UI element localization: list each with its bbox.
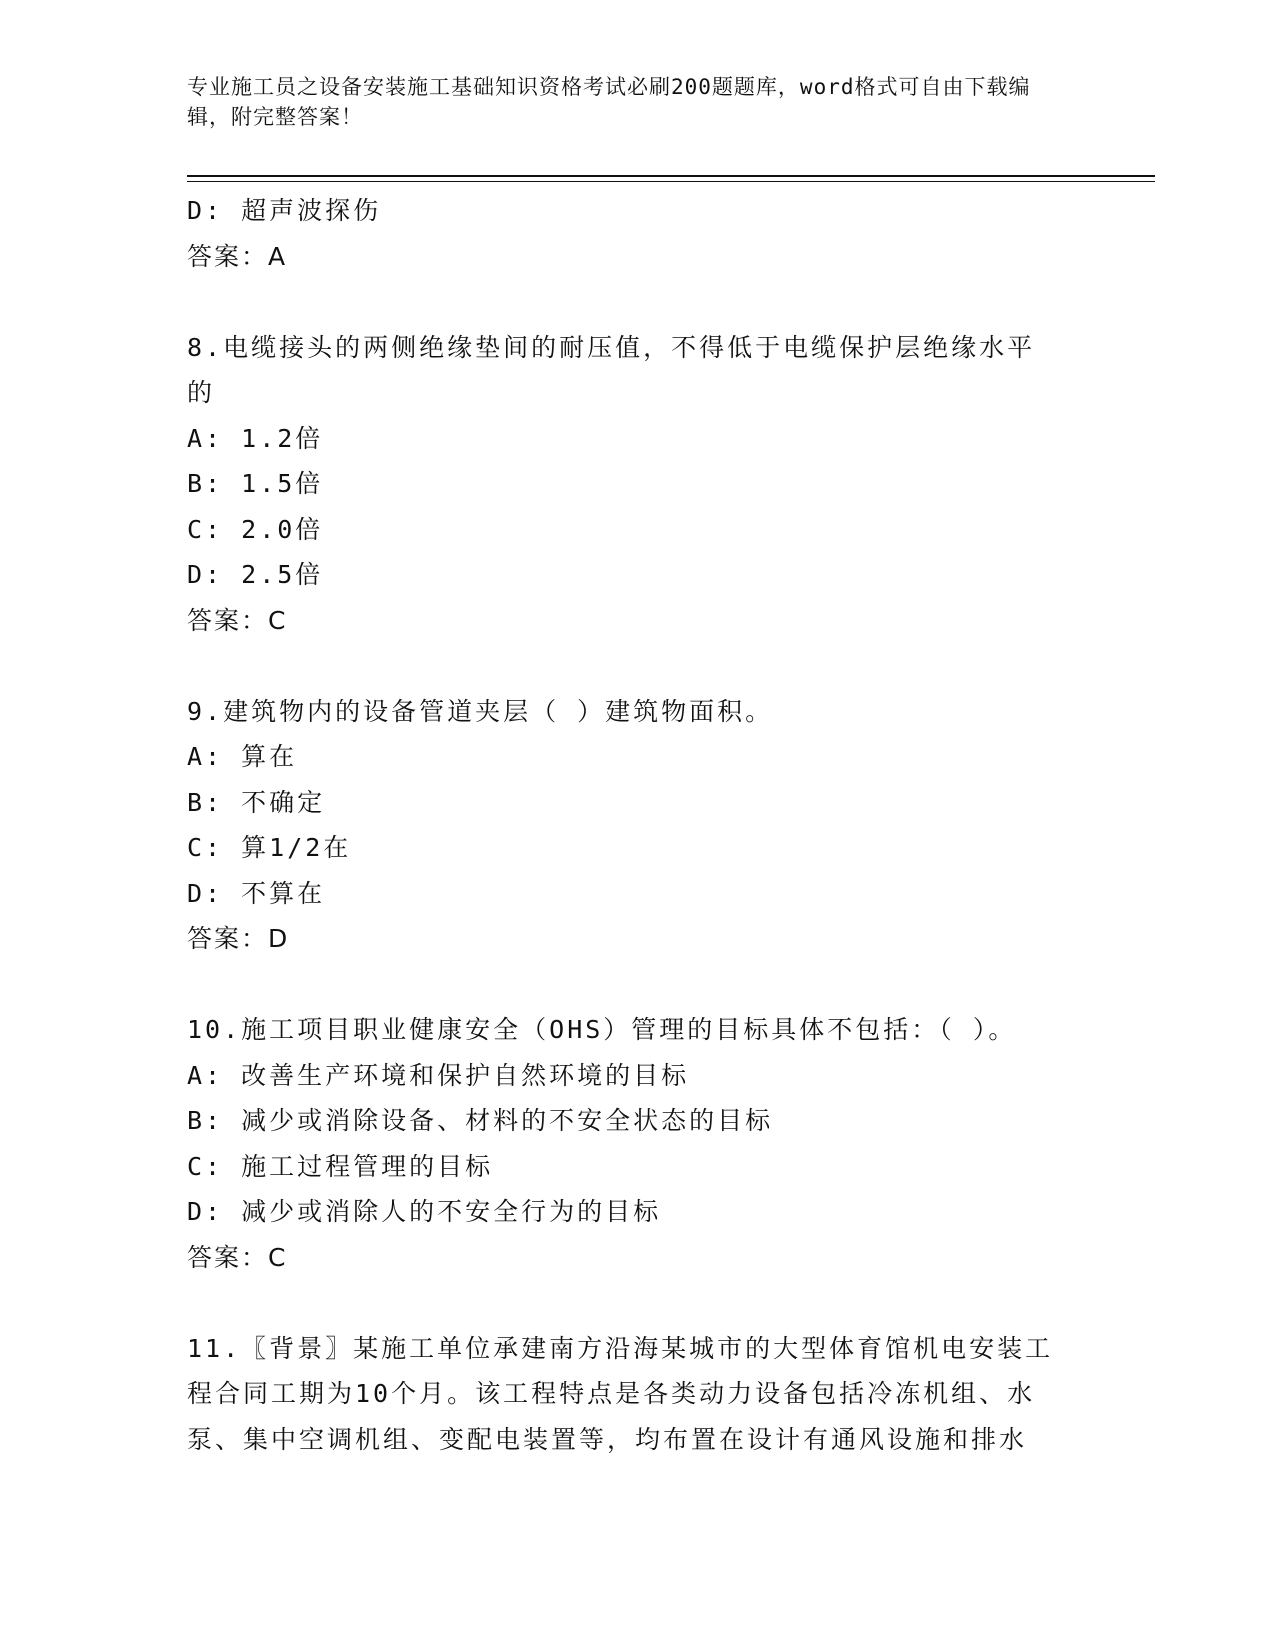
- question-stem: 8.电缆接头的两侧绝缘垫间的耐压值，不得低于电缆保护层绝缘水平: [187, 332, 1036, 362]
- question-stem-continued: 的: [187, 378, 216, 407]
- question-8: [187, 325, 1087, 644]
- option-d: D: 减少或消除人的不安全行为的目标: [187, 1197, 662, 1226]
- header-divider-thick: [187, 175, 1155, 177]
- answer-label: 答案：C: [187, 605, 288, 635]
- header-divider-thin: [187, 181, 1155, 182]
- question-9: [187, 689, 1087, 962]
- option-b: B: 1.5倍: [187, 469, 324, 498]
- option-c: C: 2.0倍: [187, 514, 324, 544]
- option-d: D: 超声波探伤: [187, 196, 382, 225]
- option-b: B: 减少或消除设备、材料的不安全状态的目标: [187, 1106, 774, 1135]
- question-10: [187, 1007, 1087, 1280]
- answer-label: 答案：C: [187, 1242, 288, 1272]
- option-a: A: 算在: [187, 742, 298, 771]
- option-a: A: 改善生产环境和保护自然环境的目标: [187, 1060, 690, 1090]
- question-7-tail: [187, 188, 1087, 279]
- question-background-line: 程合同工期为10个月。该工程特点是各类动力设备包括冷冻机组、水: [187, 1379, 1036, 1408]
- question-stem: 9.建筑物内的设备管道夹层（ ）建筑物面积。: [187, 696, 774, 726]
- option-c: C: 算1/2在: [187, 833, 352, 862]
- question-background-line: 11.〖背景〗某施工单位承建南方沿海某城市的大型体育馆机电安装工: [187, 1333, 1054, 1363]
- answer-label: 答案：D: [187, 924, 290, 953]
- option-c: C: 施工过程管理的目标: [187, 1151, 494, 1181]
- question-background-line: 泵、集中空调机组、变配电装置等，均布置在设计有通风设施和排水: [187, 1424, 1028, 1454]
- question-11: [187, 1326, 1087, 1463]
- document-header: 专业施工员之设备安装施工基础知识资格考试必刷200题题库，word格式可自由下载编辑，附完整答案！: [187, 75, 1031, 129]
- spacer: [187, 643, 1087, 689]
- option-d: D: 不算在: [187, 878, 326, 908]
- option-b: B: 不确定: [187, 787, 326, 817]
- spacer: [187, 279, 1087, 325]
- answer-label: 答案：A: [187, 241, 288, 271]
- spacer: [187, 1280, 1087, 1326]
- question-stem: 10.施工项目职业健康安全（OHS）管理的目标具体不包括：（ ）。: [187, 1015, 1017, 1044]
- question-list: [187, 188, 1087, 1462]
- spacer: [187, 962, 1087, 1008]
- option-a: A: 1.2倍: [187, 423, 324, 453]
- option-d: D: 2.5倍: [187, 560, 324, 589]
